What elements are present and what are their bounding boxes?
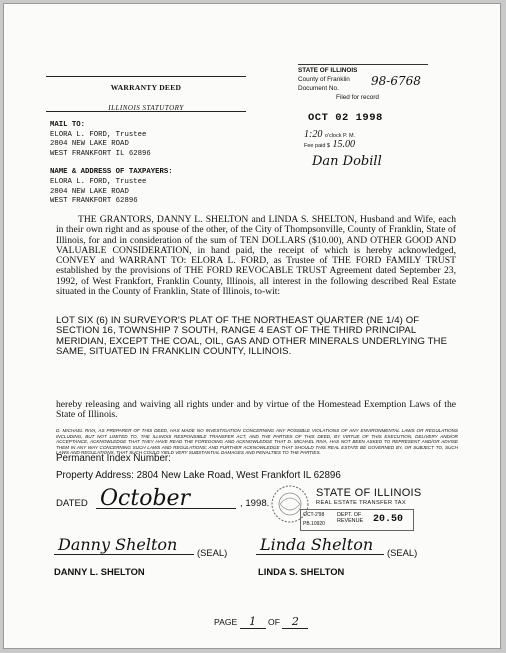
- signature-line-right: [256, 554, 384, 555]
- preparer-disclaimer: D. MICHAEL RIVA, AS PREPARER OF THIS DEED, HAS MADE NO INVESTIGATION CONCERNING ANY POSSIBLE VIOLATIONS OF ANY ENVIRONMENTAL LAWS OR REGULATIONS INCLUDING, BUT NOT LIMITED TO, THE ILLINOIS RESPONSIBLE TRANSFER ACT, AND THE PARTIES OF THIS DEED, BY VIRTUE OF THIS EXECUTION, DELIVERY AND/OR ACCEPTANCE, ACKNOWLEDGE THAT THEY HAVE READ THE FOREGOING AND ACKNOWLEDGE THAT D. MICHAEL RIVA, HAS NOT BEEN ASKED TO REPRESENT AND/OR ADVISE THEM IN ANY WAY CONCERNING SUCH LAWS AND REGULATIONS; AND FURTHER ACKNOWLEDGE THAT SHOULD THIS REAL ESTATE BE GOVERNED BY, OR SUBJECT TO, SUCH LAWS AND REGULATIONS, THAT SUCH COULD YIELD VERY SUBSTANTIAL DAMAGES AND PENALTIES TO THE PARTIES.: [56, 428, 458, 456]
- mail-to-line: 2804 NEW LAKE ROAD: [50, 140, 129, 149]
- of-label: OF: [268, 617, 280, 627]
- page-number: 1: [240, 615, 266, 629]
- recording-date-stamp: OCT 02 1998: [308, 112, 383, 124]
- deed-title: WARRANTY DEED: [110, 83, 182, 92]
- taxpayers-label: NAME & ADDRESS OF TAXPAYERS:: [50, 168, 173, 177]
- seal-label-right: (SEAL): [387, 547, 418, 558]
- document-number: 98-6768: [371, 74, 421, 88]
- page-total: 2: [282, 615, 308, 629]
- taxpayer-line: 2804 NEW LAKE ROAD: [50, 187, 129, 196]
- page-label: PAGE: [214, 617, 238, 627]
- signature-line-left: [54, 554, 194, 555]
- deed-page: [3, 3, 501, 649]
- grantors-paragraph: THE GRANTORS, DANNY L. SHELTON and LINDA S. SHELTON, Husband and Wife, each in their own right and as spouse of the other, of the City of Thompsonville, County of Franklin, State of Illinois, for and in consideration of the sum of TEN DOLLARS ($10.00), AND OTHER GOOD AND VALUABLE CONSIDERATION, in hand paid, the receipt of which is hereby acknowledged, CONVEY and WARRANT TO: ELORA L. FORD, as Trustee of THE FORD FAMILY TRUST established by the provisions of THE FORD REVOCABLE TRUST Agreement dated September 23, 1992, of West Frankfort, Franklin County, Illinois, all interest in the following described Real Estate situated in the County of Franklin, State of Illinois, to-wit:: [56, 214, 456, 298]
- stamp-dept: DEPT. OF REVENUE: [337, 512, 364, 524]
- deed-header-box: [46, 76, 246, 112]
- property-address: Property Address: 2804 New Lake Road, West Frankfort IL 62896: [56, 470, 341, 481]
- recording-fee: [304, 139, 355, 150]
- recording-filed: Filed for record: [336, 94, 379, 101]
- signature-danny: Danny Shelton: [58, 535, 178, 554]
- stamp-ref: PB.10920: [303, 521, 325, 527]
- recording-county: County of Franklin: [298, 76, 350, 83]
- taxpayer-line: WEST FRANKFORT 62896: [50, 197, 138, 206]
- recording-time-suffix: o'clock P. M.: [324, 133, 356, 139]
- recording-block: [298, 66, 379, 102]
- recording-top-rule: [298, 64, 428, 65]
- signer-name-linda: LINDA S. SHELTON: [258, 566, 345, 577]
- stamp-sub: REAL ESTATE TRANSFER TAX: [316, 500, 406, 506]
- stamp-amount: 20.50: [373, 514, 404, 525]
- signer-name-danny: DANNY L. SHELTON: [54, 566, 145, 577]
- fee-label: Fee paid $: [304, 143, 330, 149]
- stamp-state: STATE OF ILLINOIS: [316, 487, 422, 499]
- stamp-date: OCT-2'98: [303, 512, 325, 518]
- deed-subtitle: ILLINOIS STATUTORY: [108, 104, 184, 112]
- permanent-index-number: Permanent Index Number:: [56, 453, 171, 464]
- homestead-waiver: hereby releasing and waiving all rights under and by virtue of the Homestead Exemption Laws of the State of Illinois.: [56, 399, 456, 421]
- legal-description: LOT SIX (6) IN SURVEYOR'S PLAT OF THE NORTHEAST QUARTER (NE 1/4) OF SECTION 16, TOWNSHIP 7 SOUTH, RANGE 4 EAST OF THE THIRD PRINCIPAL MERIDIAN, EXCEPT THE COAL, OIL, GAS AND OTHER MINERALS UNDERLYING THE SAME, SITUATED IN FRANKLIN COUNTY, ILLINOIS.: [56, 315, 448, 358]
- mail-to-label: MAIL TO:: [50, 121, 86, 129]
- fee-value: 15.00: [332, 139, 355, 150]
- signature-linda: Linda Shelton: [260, 535, 374, 554]
- dated-month-handwritten: October: [100, 486, 191, 511]
- dated-label: DATED: [56, 498, 88, 509]
- recorder-signature: Dan Dobill: [312, 154, 382, 169]
- recording-state: STATE OF ILLINOIS: [298, 67, 358, 74]
- mail-to-block: [50, 121, 173, 207]
- page-footer: [214, 615, 308, 629]
- mail-to-line: ELORA L. FORD, Trustee: [50, 130, 147, 139]
- seal-label-left: (SEAL): [197, 547, 228, 558]
- transfer-tax-stamp: [300, 509, 414, 531]
- recording-time-value: 1:20: [304, 129, 323, 140]
- recording-doc-label: Document No.: [298, 85, 339, 92]
- taxpayer-line: ELORA L. FORD, Trustee: [50, 177, 147, 186]
- mail-to-line: WEST FRANKFORT IL 62896: [50, 149, 151, 158]
- dated-year: , 1998.: [240, 498, 270, 509]
